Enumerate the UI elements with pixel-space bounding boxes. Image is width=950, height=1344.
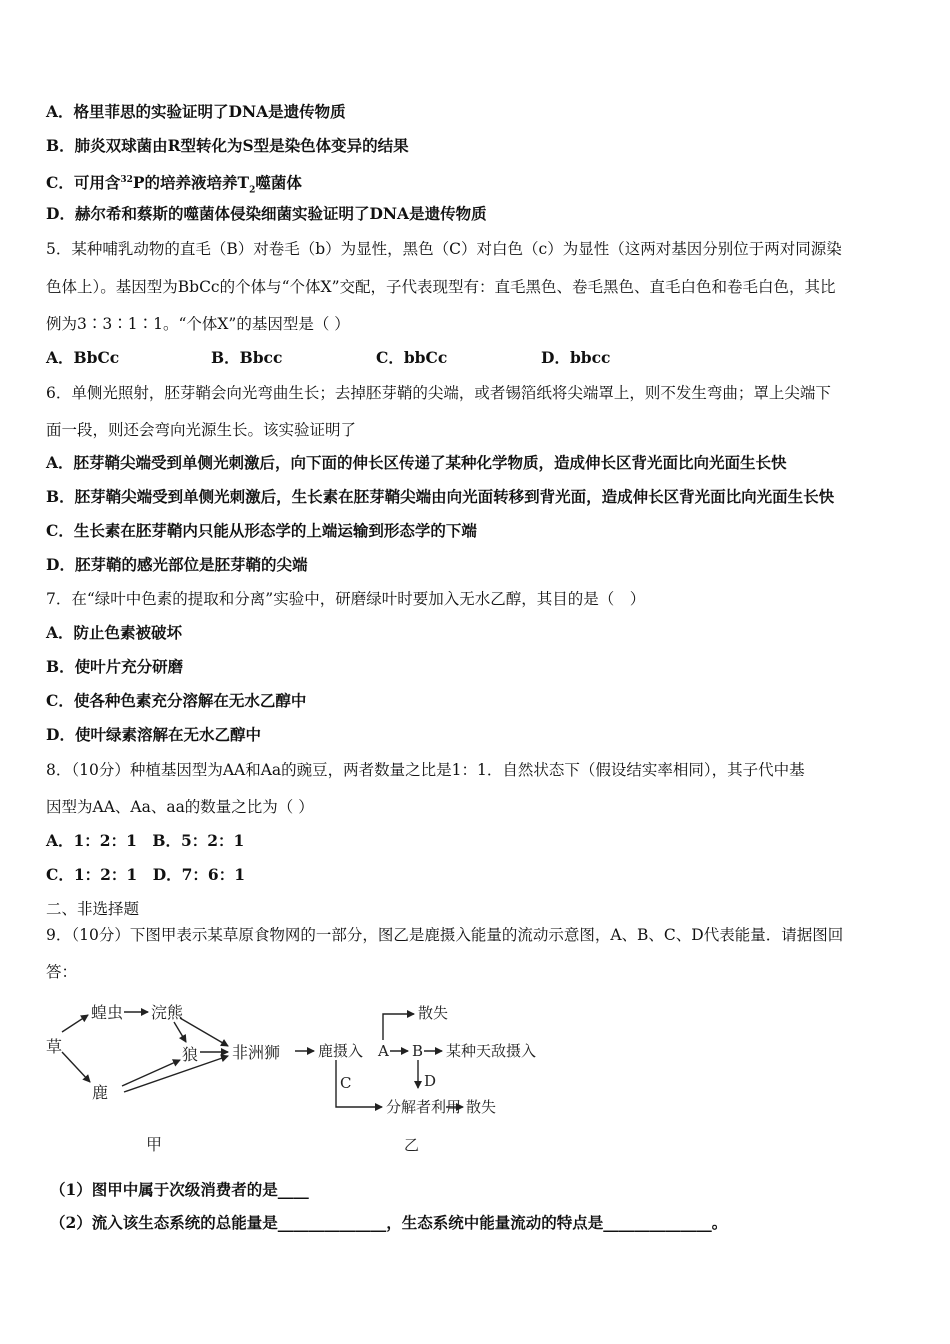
q8-stem-line2: 因型为AA、Aa、aa的数量之比为（ ） <box>46 798 314 816</box>
q9-stem-line2: 答： <box>46 963 78 981</box>
q7-option-b: B．使叶片充分研磨 <box>46 657 184 676</box>
node-wolf: 狼 <box>182 1045 199 1064</box>
node-b: B <box>412 1042 424 1060</box>
q4-option-d: D．赫尔希和蔡斯的噬菌体侵染细菌实验证明了DNA是遗传物质 <box>46 204 487 223</box>
section-heading: 二、非选择题 <box>46 900 140 918</box>
q6-option-b: B．胚芽鞘尖端受到单侧光刺激后，生长素在胚芽鞘尖端由向光面转移到背光面，造成伸长区背光面比向光面生长快 <box>46 487 835 506</box>
q6-stem-line1: 6．单侧光照射，胚芽鞘会向光弯曲生长；去掉胚芽鞘的尖端，或者锡箔纸将尖端罩上，则不发生弯曲；罩上尖端下 <box>46 384 831 402</box>
q8-stem-line1: 8．（10分）种植基因型为AA和Aa的豌豆，两者数量之比是1：1．自然状态下（假设结实率相同），其子代中基 <box>46 761 805 779</box>
q4-option-a: A．格里菲思的实验证明了DNA是遗传物质 <box>46 102 346 121</box>
node-deer: 鹿 <box>92 1083 109 1102</box>
energy-flow-yi <box>318 1004 536 1154</box>
q7-option-d: D．使叶绿素溶解在无水乙醇中 <box>46 725 261 744</box>
node-decomposer: 分解者利用 <box>386 1098 462 1116</box>
node-lion: 非洲狮 <box>232 1043 281 1062</box>
q7-option-c: C．使各种色素充分溶解在无水乙醇中 <box>46 691 307 710</box>
node-grass: 草 <box>46 1037 63 1056</box>
q6-option-a: A．胚芽鞘尖端受到单侧光刺激后，向下面的伸长区传递了某种化学物质，造成伸长区背光面比向光面生长快 <box>46 453 787 472</box>
label-d: D <box>424 1072 437 1090</box>
node-raccoon: 浣熊 <box>151 1003 184 1022</box>
q5-options <box>46 348 611 368</box>
node-lost-2: 散失 <box>466 1098 497 1116</box>
q5-stem-line1: 5．某种哺乳动物的直毛（B）对卷毛（b）为显性，黑色（C）对白色（c）为显性（这两对基因分别位于两对同源染 <box>46 240 842 258</box>
q8-options-cd: C．1：2：1 D．7：6：1 <box>46 865 245 884</box>
caption-jia: 甲 <box>146 1135 163 1154</box>
q7-option-a: A．防止色素被破坏 <box>46 623 183 642</box>
node-lost-1: 散失 <box>418 1004 449 1022</box>
node-locust: 蝗虫 <box>91 1003 124 1022</box>
q6-option-d: D．胚芽鞘的感光部位是胚芽鞘的尖端 <box>46 555 308 574</box>
node-a: A <box>378 1042 389 1060</box>
q5-option-a: A．BbCc <box>46 348 120 367</box>
node-enemy-intake: 某种天敌摄入 <box>446 1042 537 1060</box>
q5-stem-line3: 例为3∶3∶1∶1。“个体X”的基因型是（ ） <box>46 315 350 333</box>
q9-stem-line1: 9．（10分）下图甲表示某草原食物网的一部分，图乙是鹿摄入能量的流动示意图，A、B、C、D代表能量．请据图回 <box>46 926 844 944</box>
q7-stem: 7．在“绿叶中色素的提取和分离”实验中，研磨绿叶时要加入无水乙醇，其目的是（ ） <box>46 590 646 608</box>
label-c: C <box>340 1074 352 1092</box>
q4-option-b: B．肺炎双球菌由R型转化为S型是染色体变异的结果 <box>46 136 409 155</box>
q5-option-c: C．bbCc <box>376 348 448 367</box>
food-web-arrows <box>62 1012 228 1092</box>
q5-stem-line2: 色体上）。基因型为BbCc的个体与“个体X”交配，子代表现型有：直毛黑色、卷毛黑色、直毛白色和卷毛白色，其比 <box>46 278 836 296</box>
q9-subquestion-2: （2）流入该生态系统的总能量是______________，生态系统中能量流动的特点是______________。 <box>50 1213 728 1232</box>
q4-option-c: C．可用含$^{32}$P的培养液培养$T_2$噬菌体 <box>46 173 302 196</box>
energy-flow-arrows <box>295 1014 463 1107</box>
q5-option-d: D．bbcc <box>541 348 611 367</box>
q5-option-b: B．Bbcc <box>211 348 283 367</box>
figure-diagrams <box>0 990 950 1160</box>
q6-option-c: C．生长素在胚芽鞘内只能从形态学的上端运输到形态学的下端 <box>46 521 477 540</box>
caption-yi: 乙 <box>404 1136 420 1154</box>
node-deer-intake: 鹿摄入 <box>318 1042 364 1060</box>
q9-subquestion-1: （1）图甲中属于次级消费者的是____ <box>50 1180 309 1199</box>
q6-stem-line2: 面一段，则还会弯向光源生长。该实验证明了 <box>46 421 357 439</box>
q8-options-ab: A．1：2：1 B．5：2：1 <box>46 831 245 850</box>
